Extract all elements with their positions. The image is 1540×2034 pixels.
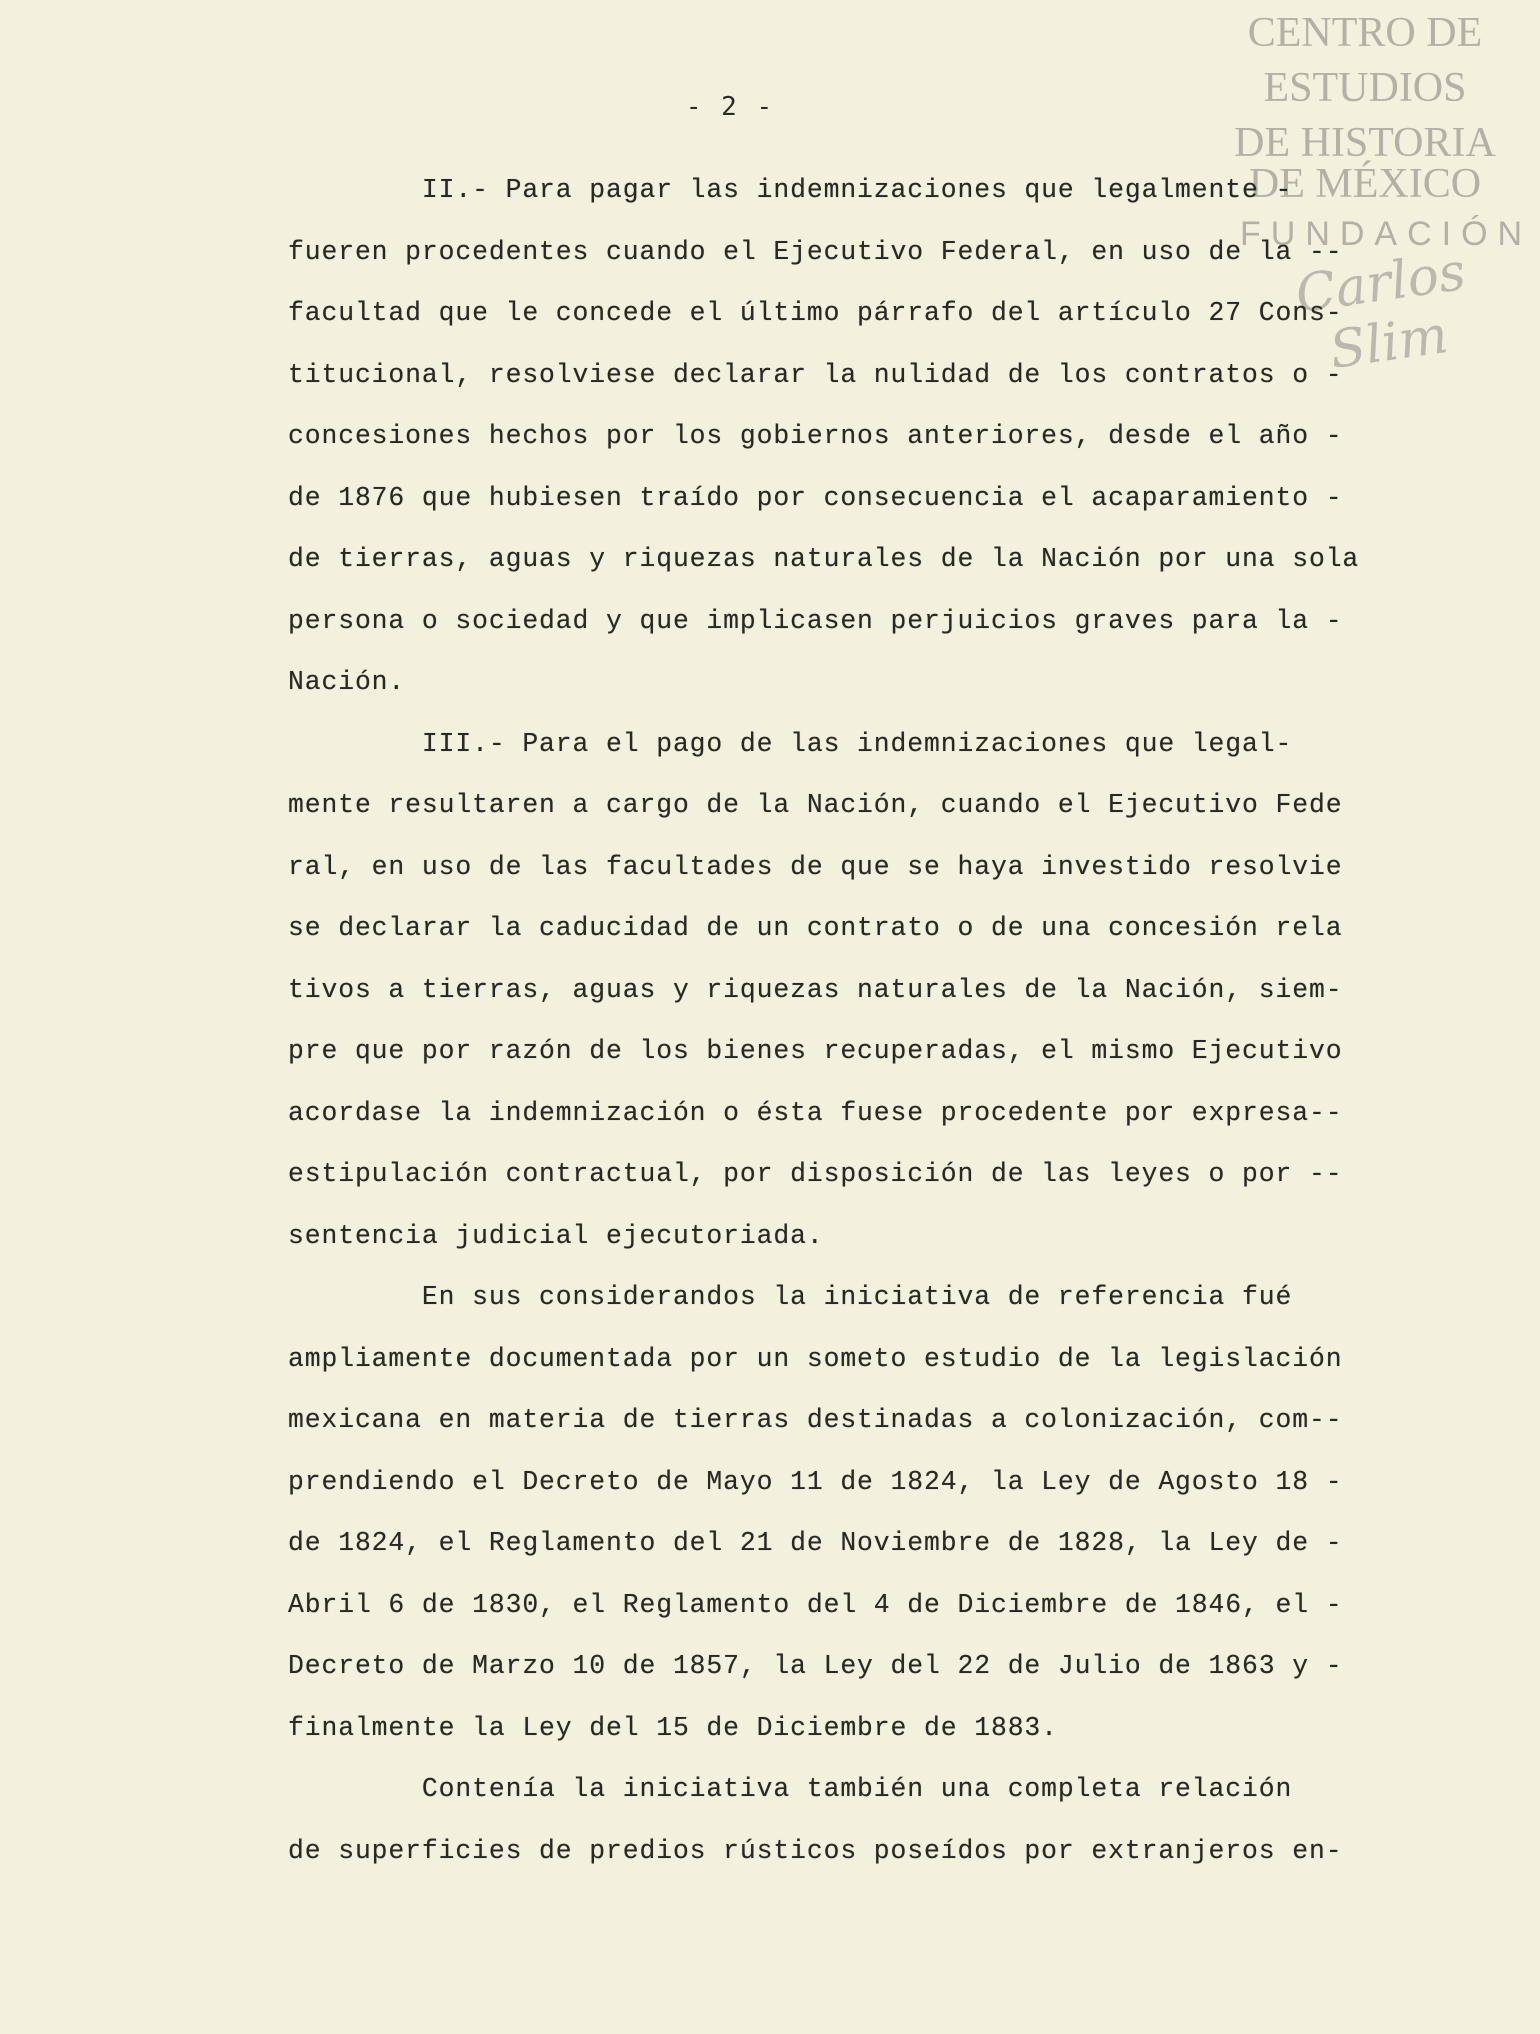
paragraph-II [288,160,1473,714]
text-line: mente resultaren a cargo de la Nación, cuando el Ejecutivo Fede [288,790,1343,820]
text-line: II.- Para pagar las indemnizaciones que legalmente - [288,175,1293,205]
text-line: de superficies de predios rústicos poseídos por extranjeros en- [288,1835,1343,1866]
text-line: finalmente la Ley del 15 de Diciembre de 1883. [288,1712,1058,1743]
text-line: estipulación contractual, por disposición de las leyes o por -- [288,1159,1343,1189]
text-line: acordase la indemnización o ésta fuese procedente por expresa-- [288,1097,1343,1128]
paragraph-considerandos [288,1267,1473,1759]
text-line: persona o sociedad y que implicasen perjuicios graves para la - [288,605,1343,636]
text-line: III.- Para el pago de las indemnizaciones que legal- [288,728,1293,759]
text-line: pre que por razón de los bienes recuperadas, el mismo Ejecutivo [288,1036,1343,1066]
watermark-fundacion: FUNDACIÓN [1240,215,1533,253]
watermark-line-3: DE HISTORIA [1234,120,1496,166]
page-number: - 2 - [685,92,775,122]
text-line: fueren procedentes cuando el Ejecutivo Federal, en uso de la -- [288,236,1343,267]
watermark-line-1: CENTRO DE [1247,10,1483,56]
text-line: ampliamente documentada por un someto estudio de la legislación [288,1343,1343,1374]
text-line: ral, en uso de las facultades de que se haya investido resolvie [288,851,1343,882]
paragraph-III [288,714,1473,1268]
text-line: sentencia judicial ejecutoriada. [288,1220,824,1251]
watermark-line-4: DE MÉXICO [1248,161,1482,207]
text-line: Decreto de Marzo 10 de 1857, la Ley del 22 de Julio de 1863 y - [288,1651,1343,1681]
watermark-line-2: ESTUDIOS [1263,65,1467,111]
text-line: titucional, resolviese declarar la nulidad de los contratos o - [288,359,1343,390]
paragraph-contenia [288,1759,1473,1882]
text-line: se declarar la caducidad de un contrato o de una concesión rela [288,913,1343,943]
text-line: tivos a tierras, aguas y riquezas naturales de la Nación, siem- [288,974,1343,1005]
text-line: mexicana en materia de tierras destinadas a colonización, com-- [288,1405,1343,1435]
text-line: Nación. [288,667,406,697]
text-line: Abril 6 de 1830, el Reglamento del 4 de Diciembre de 1846, el - [288,1589,1343,1620]
text-line: de 1876 que hubiesen traído por consecuencia el acaparamiento - [288,482,1343,513]
text-line: En sus considerandos la iniciativa de referencia fué [288,1282,1293,1312]
text-line: Contenía la iniciativa también una completa relación [288,1774,1293,1804]
text-line: de 1824, el Reglamento del 21 de Noviembre de 1828, la Ley de - [288,1528,1343,1558]
text-line: prendiendo el Decreto de Mayo 11 de 1824, la Ley de Agosto 18 - [288,1466,1343,1497]
watermark-signature: Carlos Slim [1292,241,1470,381]
text-line: de tierras, aguas y riquezas naturales de la Nación por una sola [288,544,1360,574]
body-text [288,160,1473,1882]
text-line: facultad que le concede el último párrafo del artículo 27 Cons- [288,298,1343,328]
text-line: concesiones hechos por los gobiernos anteriores, desde el año - [288,421,1343,451]
